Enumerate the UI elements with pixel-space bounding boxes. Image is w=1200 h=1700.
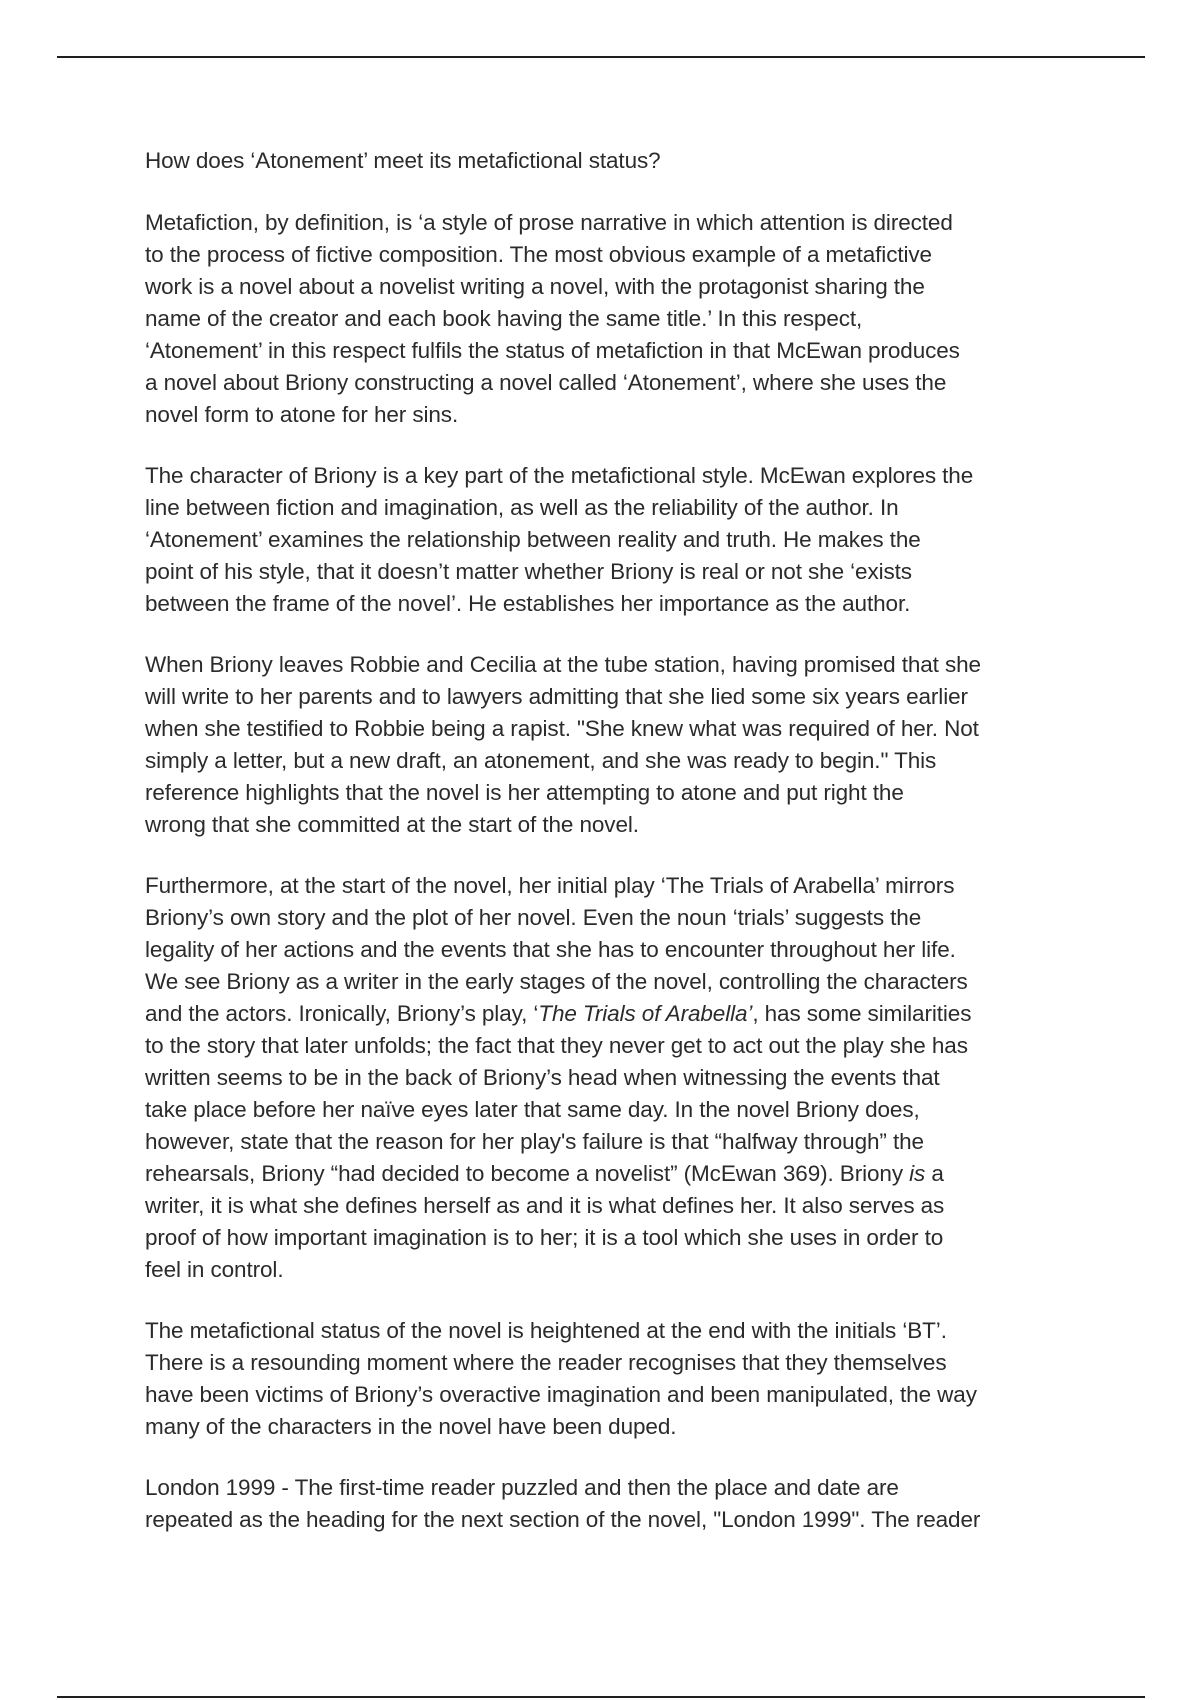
text-line-with-italic — [145, 998, 1075, 1030]
text-line: between the frame of the novel’. He establishes her importance as the author. — [145, 591, 911, 616]
text-line: legality of her actions and the events that she has to encounter throughout her life. — [145, 937, 956, 962]
text-line: point of his style, that it doesn’t matter whether Briony is real or not she ‘exists — [145, 559, 912, 584]
text-line: name of the creator and each book having the same title.’ In this respect, — [145, 306, 863, 331]
text-run: and the actors. Ironically, Briony’s play, ‘ — [145, 1001, 539, 1026]
text-line: a novel about Briony constructing a novel called ‘Atonement’, where she uses the — [145, 370, 947, 395]
text-line: wrong that she committed at the start of the novel. — [145, 812, 639, 837]
text-line: many of the characters in the novel have been duped. — [145, 1414, 677, 1439]
text-line: Furthermore, at the start of the novel, her initial play ‘The Trials of Arabella’ mirrors — [145, 873, 955, 898]
text-line: written seems to be in the back of Briony’s head when witnessing the events that — [145, 1065, 940, 1090]
paragraph-trials-of-arabella — [145, 870, 1075, 1286]
text-line: Metafiction, by definition, is ‘a style of prose narrative in which attention is directed — [145, 210, 953, 235]
text-line: work is a novel about a novelist writing a novel, with the protagonist sharing the — [145, 274, 925, 299]
text-line: proof of how important imagination is to her; it is a tool which she uses in order to — [145, 1225, 944, 1250]
paragraph-initials-bt — [145, 1315, 1075, 1443]
title-text: How does ‘Atonement’ meet its metafictional status? — [145, 148, 661, 173]
text-line-with-italic — [145, 1158, 1075, 1190]
paragraph-tube-station — [145, 649, 1075, 841]
text-line: ‘Atonement’ examines the relationship between reality and truth. He makes the — [145, 527, 921, 552]
text-line: London 1999 - The first-time reader puzzled and then the place and date are — [145, 1475, 899, 1500]
footer-rule — [57, 1696, 1145, 1698]
header-rule — [57, 56, 1145, 58]
text-line: repeated as the heading for the next section of the novel, "London 1999". The reader — [145, 1507, 981, 1532]
text-line: reference highlights that the novel is her attempting to atone and put right the — [145, 780, 904, 805]
italic-play-title: The Trials of Arabella’ — [538, 1001, 753, 1026]
paragraph-definition — [145, 207, 1075, 431]
text-line: Briony’s own story and the plot of her novel. Even the noun ‘trials’ suggests the — [145, 905, 922, 930]
text-line: to the process of fictive composition. The most obvious example of a metafictive — [145, 242, 932, 267]
document-title — [145, 145, 1075, 177]
text-line: We see Briony as a writer in the early stages of the novel, controlling the characters — [145, 969, 968, 994]
text-line: feel in control. — [145, 1257, 284, 1282]
text-line: line between fiction and imagination, as well as the reliability of the author. In — [145, 495, 899, 520]
text-line: There is a resounding moment where the reader recognises that they themselves — [145, 1350, 947, 1375]
paragraph-london-1999 — [145, 1472, 1075, 1536]
text-line: writer, it is what she defines herself as and it is what defines her. It also serves as — [145, 1193, 945, 1218]
document-body — [145, 145, 1075, 1565]
text-line: The metafictional status of the novel is heightened at the end with the initials ‘BT’. — [145, 1318, 947, 1343]
text-line: When Briony leaves Robbie and Cecilia at the tube station, having promised that she — [145, 652, 981, 677]
text-run: rehearsals, Briony “had decided to become a novelist” (McEwan 369). Briony — [145, 1161, 910, 1186]
text-line: have been victims of Briony’s overactive imagination and been manipulated, the way — [145, 1382, 977, 1407]
italic-emphasis: is — [909, 1161, 926, 1186]
text-run: a — [925, 1161, 944, 1186]
paragraph-character-briony — [145, 460, 1075, 620]
text-run: , has some similarities — [752, 1001, 972, 1026]
text-line: when she testified to Robbie being a rapist. "She knew what was required of her. Not — [145, 716, 979, 741]
text-line: The character of Briony is a key part of the metafictional style. McEwan explores the — [145, 463, 974, 488]
text-line: to the story that later unfolds; the fact that they never get to act out the play she has — [145, 1033, 968, 1058]
text-line: novel form to atone for her sins. — [145, 402, 459, 427]
text-line: simply a letter, but a new draft, an atonement, and she was ready to begin." This — [145, 748, 937, 773]
text-line: however, state that the reason for her play's failure is that “halfway through” the — [145, 1129, 924, 1154]
text-line: ‘Atonement’ in this respect fulfils the status of metafiction in that McEwan produces — [145, 338, 960, 363]
text-line: will write to her parents and to lawyers admitting that she lied some six years earlier — [145, 684, 968, 709]
text-line: take place before her naïve eyes later that same day. In the novel Briony does, — [145, 1097, 920, 1122]
